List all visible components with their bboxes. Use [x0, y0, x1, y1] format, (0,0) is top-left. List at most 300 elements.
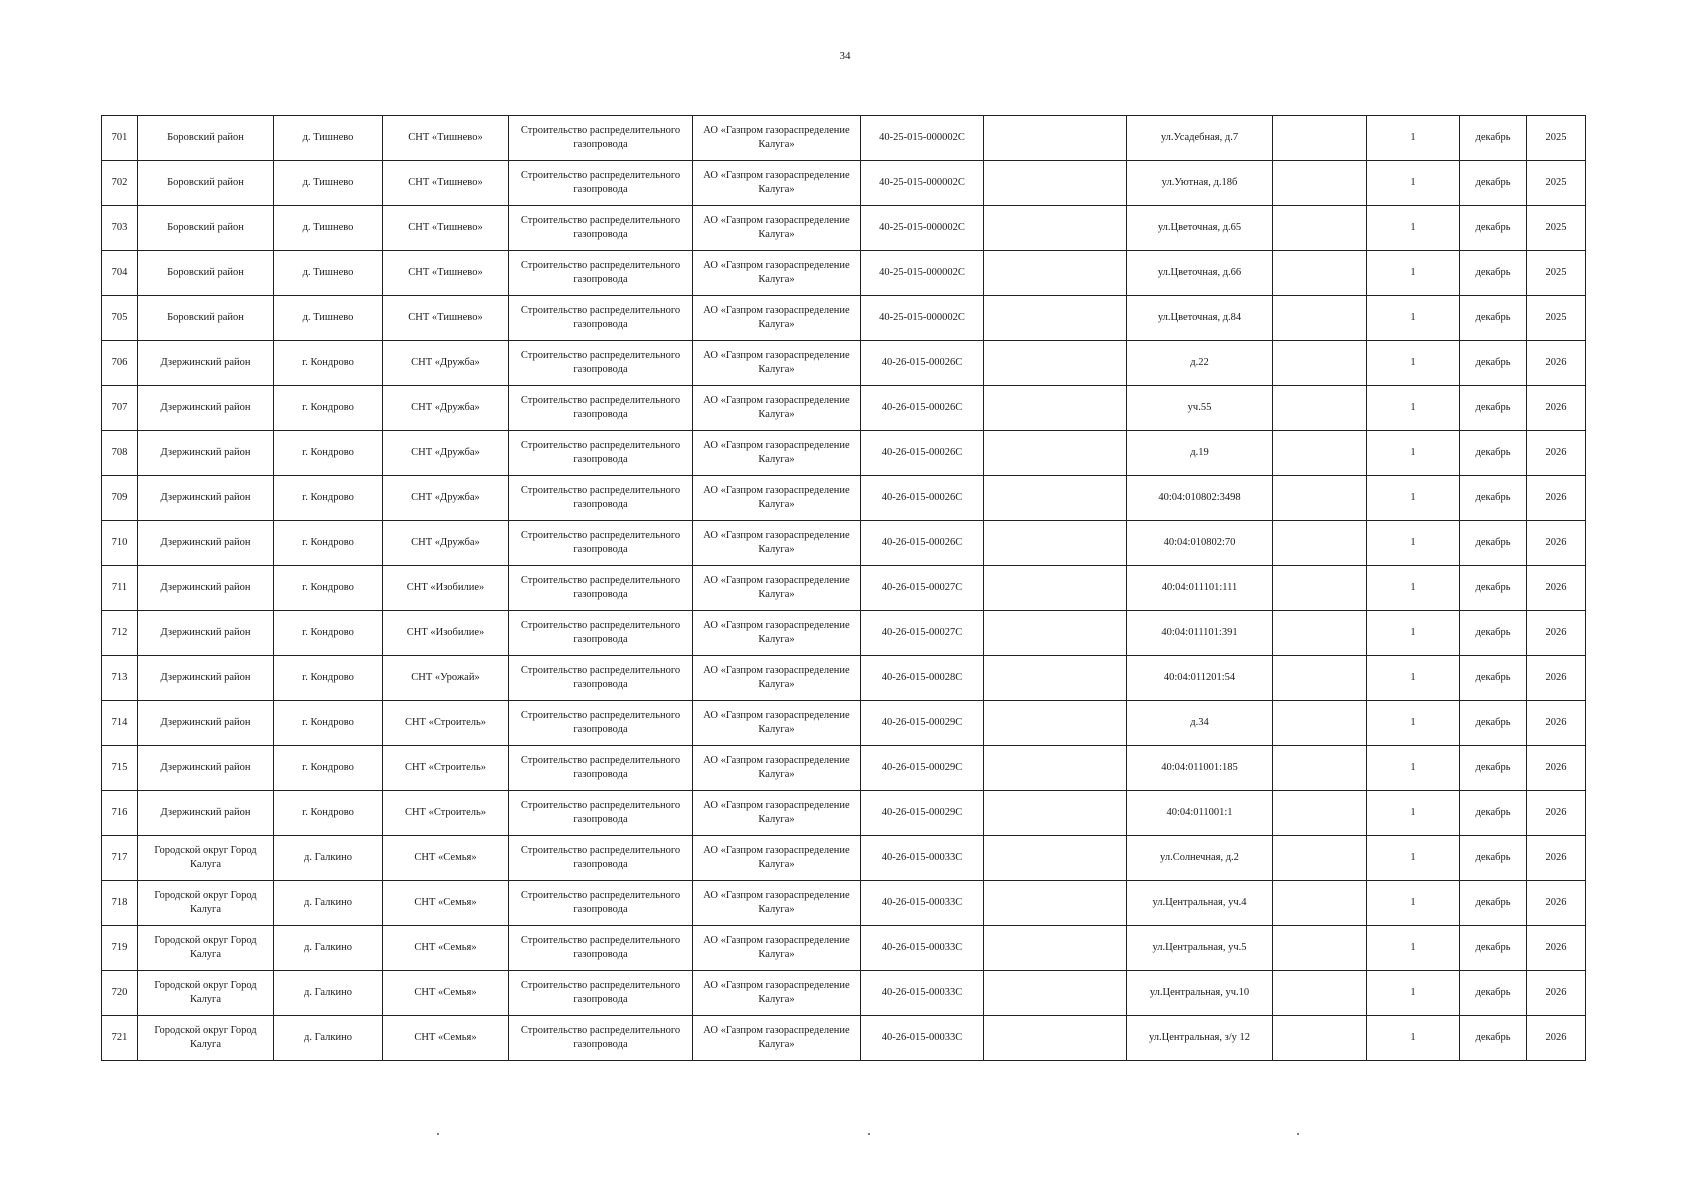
district-cell: Городской округ Город Калуга [138, 1016, 274, 1061]
empty-cell [1273, 881, 1367, 926]
locality-cell: г. Кондрово [274, 341, 383, 386]
month-cell: декабрь [1460, 431, 1527, 476]
organization-cell: АО «Газпром газораспределение Калуга» [693, 206, 861, 251]
row-number-cell: 720 [102, 971, 138, 1016]
scan-mark-center [868, 1133, 870, 1135]
snt-cell: СНТ «Изобилие» [383, 611, 509, 656]
empty-cell [984, 116, 1127, 161]
empty-cell [984, 566, 1127, 611]
year-cell: 2025 [1527, 206, 1586, 251]
program-code-cell: 40-26-015-00026С [861, 386, 984, 431]
year-cell: 2026 [1527, 926, 1586, 971]
work-type-cell: Строительство распределительного газопровода [509, 881, 693, 926]
snt-cell: СНТ «Тишнево» [383, 116, 509, 161]
district-cell: Дзержинский район [138, 386, 274, 431]
year-cell: 2026 [1527, 386, 1586, 431]
empty-cell [1273, 836, 1367, 881]
work-type-cell: Строительство распределительного газопровода [509, 476, 693, 521]
program-code-cell: 40-26-015-00029С [861, 791, 984, 836]
locality-cell: г. Кондрово [274, 701, 383, 746]
address-cell: 40:04:010802:3498 [1127, 476, 1273, 521]
work-type-cell: Строительство распределительного газопровода [509, 656, 693, 701]
locality-cell: г. Кондрово [274, 791, 383, 836]
snt-cell: СНТ «Тишнево» [383, 206, 509, 251]
row-number-cell: 717 [102, 836, 138, 881]
quantity-cell: 1 [1367, 206, 1460, 251]
quantity-cell: 1 [1367, 836, 1460, 881]
locality-cell: д. Галкино [274, 971, 383, 1016]
row-number-cell: 703 [102, 206, 138, 251]
locality-cell: г. Кондрово [274, 656, 383, 701]
row-number-cell: 710 [102, 521, 138, 566]
organization-cell: АО «Газпром газораспределение Калуга» [693, 251, 861, 296]
empty-cell [984, 386, 1127, 431]
program-code-cell: 40-26-015-00026С [861, 476, 984, 521]
snt-cell: СНТ «Тишнево» [383, 296, 509, 341]
program-code-cell: 40-26-015-00033С [861, 881, 984, 926]
work-type-cell: Строительство распределительного газопровода [509, 611, 693, 656]
registry-table-body [102, 116, 1586, 1061]
organization-cell: АО «Газпром газораспределение Калуга» [693, 746, 861, 791]
empty-cell [984, 656, 1127, 701]
year-cell: 2026 [1527, 1016, 1586, 1061]
row-number-cell: 705 [102, 296, 138, 341]
locality-cell: г. Кондрово [274, 611, 383, 656]
quantity-cell: 1 [1367, 521, 1460, 566]
table-row [102, 206, 1586, 251]
district-cell: Городской округ Город Калуга [138, 881, 274, 926]
month-cell: декабрь [1460, 836, 1527, 881]
address-cell: д.22 [1127, 341, 1273, 386]
empty-cell [984, 926, 1127, 971]
address-cell: ул.Центральная, з/у 12 [1127, 1016, 1273, 1061]
table-row [102, 926, 1586, 971]
row-number-cell: 702 [102, 161, 138, 206]
locality-cell: д. Тишнево [274, 161, 383, 206]
table-row [102, 971, 1586, 1016]
table-row [102, 611, 1586, 656]
table-row [102, 656, 1586, 701]
work-type-cell: Строительство распределительного газопровода [509, 116, 693, 161]
empty-cell [984, 296, 1127, 341]
snt-cell: СНТ «Изобилие» [383, 566, 509, 611]
address-cell: уч.55 [1127, 386, 1273, 431]
row-number-cell: 704 [102, 251, 138, 296]
district-cell: Городской округ Город Калуга [138, 926, 274, 971]
organization-cell: АО «Газпром газораспределение Калуга» [693, 791, 861, 836]
empty-cell [1273, 341, 1367, 386]
locality-cell: д. Галкино [274, 881, 383, 926]
district-cell: Дзержинский район [138, 476, 274, 521]
program-code-cell: 40-26-015-00033С [861, 971, 984, 1016]
work-type-cell: Строительство распределительного газопровода [509, 746, 693, 791]
program-code-cell: 40-25-015-000002С [861, 206, 984, 251]
address-cell: 40:04:011001:185 [1127, 746, 1273, 791]
empty-cell [984, 341, 1127, 386]
empty-cell [984, 476, 1127, 521]
month-cell: декабрь [1460, 701, 1527, 746]
empty-cell [984, 611, 1127, 656]
address-cell: ул.Солнечная, д.2 [1127, 836, 1273, 881]
district-cell: Боровский район [138, 161, 274, 206]
program-code-cell: 40-26-015-00028С [861, 656, 984, 701]
row-number-cell: 716 [102, 791, 138, 836]
year-cell: 2026 [1527, 656, 1586, 701]
work-type-cell: Строительство распределительного газопровода [509, 341, 693, 386]
work-type-cell: Строительство распределительного газопровода [509, 971, 693, 1016]
locality-cell: д. Тишнево [274, 251, 383, 296]
snt-cell: СНТ «Семья» [383, 881, 509, 926]
empty-cell [1273, 386, 1367, 431]
table-row [102, 296, 1586, 341]
quantity-cell: 1 [1367, 881, 1460, 926]
organization-cell: АО «Газпром газораспределение Калуга» [693, 431, 861, 476]
program-code-cell: 40-26-015-00026С [861, 341, 984, 386]
district-cell: Боровский район [138, 116, 274, 161]
row-number-cell: 706 [102, 341, 138, 386]
snt-cell: СНТ «Дружба» [383, 431, 509, 476]
district-cell: Боровский район [138, 296, 274, 341]
work-type-cell: Строительство распределительного газопровода [509, 161, 693, 206]
locality-cell: г. Кондрово [274, 386, 383, 431]
address-cell: 40:04:011101:111 [1127, 566, 1273, 611]
empty-cell [1273, 971, 1367, 1016]
district-cell: Дзержинский район [138, 701, 274, 746]
row-number-cell: 709 [102, 476, 138, 521]
row-number-cell: 721 [102, 1016, 138, 1061]
empty-cell [984, 161, 1127, 206]
address-cell: ул.Усадебная, д.7 [1127, 116, 1273, 161]
scan-mark-right [1297, 1133, 1299, 1135]
year-cell: 2026 [1527, 746, 1586, 791]
snt-cell: СНТ «Тишнево» [383, 251, 509, 296]
table-row [102, 1016, 1586, 1061]
table-row [102, 341, 1586, 386]
month-cell: декабрь [1460, 521, 1527, 566]
row-number-cell: 708 [102, 431, 138, 476]
organization-cell: АО «Газпром газораспределение Калуга» [693, 476, 861, 521]
locality-cell: г. Кондрово [274, 566, 383, 611]
work-type-cell: Строительство распределительного газопровода [509, 521, 693, 566]
year-cell: 2025 [1527, 161, 1586, 206]
work-type-cell: Строительство распределительного газопровода [509, 206, 693, 251]
empty-cell [984, 206, 1127, 251]
organization-cell: АО «Газпром газораспределение Калуга» [693, 926, 861, 971]
work-type-cell: Строительство распределительного газопровода [509, 386, 693, 431]
address-cell: ул.Центральная, уч.10 [1127, 971, 1273, 1016]
month-cell: декабрь [1460, 926, 1527, 971]
snt-cell: СНТ «Дружба» [383, 386, 509, 431]
row-number-cell: 712 [102, 611, 138, 656]
empty-cell [1273, 746, 1367, 791]
table-row [102, 116, 1586, 161]
empty-cell [984, 746, 1127, 791]
program-code-cell: 40-26-015-00026С [861, 521, 984, 566]
organization-cell: АО «Газпром газораспределение Калуга» [693, 296, 861, 341]
empty-cell [1273, 431, 1367, 476]
year-cell: 2025 [1527, 116, 1586, 161]
empty-cell [1273, 116, 1367, 161]
program-code-cell: 40-25-015-000002С [861, 116, 984, 161]
empty-cell [984, 791, 1127, 836]
table-row [102, 746, 1586, 791]
empty-cell [1273, 611, 1367, 656]
empty-cell [984, 1016, 1127, 1061]
quantity-cell: 1 [1367, 746, 1460, 791]
organization-cell: АО «Газпром газораспределение Калуга» [693, 566, 861, 611]
table-row [102, 836, 1586, 881]
empty-cell [1273, 251, 1367, 296]
address-cell: ул.Цветочная, д.66 [1127, 251, 1273, 296]
quantity-cell: 1 [1367, 341, 1460, 386]
work-type-cell: Строительство распределительного газопровода [509, 791, 693, 836]
empty-cell [1273, 296, 1367, 341]
locality-cell: г. Кондрово [274, 746, 383, 791]
empty-cell [1273, 476, 1367, 521]
year-cell: 2026 [1527, 521, 1586, 566]
table-row [102, 476, 1586, 521]
organization-cell: АО «Газпром газораспределение Калуга» [693, 116, 861, 161]
year-cell: 2026 [1527, 701, 1586, 746]
program-code-cell: 40-25-015-000002С [861, 251, 984, 296]
table-row [102, 386, 1586, 431]
snt-cell: СНТ «Семья» [383, 971, 509, 1016]
organization-cell: АО «Газпром газораспределение Калуга» [693, 971, 861, 1016]
address-cell: д.34 [1127, 701, 1273, 746]
table-row [102, 566, 1586, 611]
snt-cell: СНТ «Строитель» [383, 791, 509, 836]
snt-cell: СНТ «Дружба» [383, 476, 509, 521]
table-row [102, 881, 1586, 926]
district-cell: Дзержинский район [138, 656, 274, 701]
address-cell: ул.Центральная, уч.5 [1127, 926, 1273, 971]
locality-cell: г. Кондрово [274, 521, 383, 566]
snt-cell: СНТ «Семья» [383, 836, 509, 881]
district-cell: Дзержинский район [138, 431, 274, 476]
quantity-cell: 1 [1367, 1016, 1460, 1061]
empty-cell [1273, 701, 1367, 746]
snt-cell: СНТ «Дружба» [383, 341, 509, 386]
table-row [102, 251, 1586, 296]
year-cell: 2026 [1527, 431, 1586, 476]
address-cell: 40:04:010802:70 [1127, 521, 1273, 566]
scan-mark-left [437, 1133, 439, 1135]
address-cell: ул.Цветочная, д.65 [1127, 206, 1273, 251]
empty-cell [984, 836, 1127, 881]
row-number-cell: 701 [102, 116, 138, 161]
table-row [102, 701, 1586, 746]
empty-cell [1273, 566, 1367, 611]
quantity-cell: 1 [1367, 476, 1460, 521]
year-cell: 2026 [1527, 611, 1586, 656]
district-cell: Городской округ Город Калуга [138, 971, 274, 1016]
empty-cell [1273, 926, 1367, 971]
snt-cell: СНТ «Строитель» [383, 746, 509, 791]
program-code-cell: 40-25-015-000002С [861, 296, 984, 341]
year-cell: 2026 [1527, 566, 1586, 611]
quantity-cell: 1 [1367, 116, 1460, 161]
organization-cell: АО «Газпром газораспределение Калуга» [693, 836, 861, 881]
month-cell: декабрь [1460, 656, 1527, 701]
table-row [102, 521, 1586, 566]
snt-cell: СНТ «Строитель» [383, 701, 509, 746]
month-cell: декабрь [1460, 116, 1527, 161]
row-number-cell: 711 [102, 566, 138, 611]
month-cell: декабрь [1460, 566, 1527, 611]
district-cell: Дзержинский район [138, 746, 274, 791]
address-cell: ул.Центральная, уч.4 [1127, 881, 1273, 926]
month-cell: декабрь [1460, 971, 1527, 1016]
locality-cell: г. Кондрово [274, 476, 383, 521]
work-type-cell: Строительство распределительного газопровода [509, 566, 693, 611]
quantity-cell: 1 [1367, 431, 1460, 476]
empty-cell [1273, 206, 1367, 251]
snt-cell: СНТ «Урожай» [383, 656, 509, 701]
table-row [102, 791, 1586, 836]
empty-cell [1273, 521, 1367, 566]
year-cell: 2025 [1527, 296, 1586, 341]
quantity-cell: 1 [1367, 656, 1460, 701]
month-cell: декабрь [1460, 341, 1527, 386]
program-code-cell: 40-26-015-00033С [861, 1016, 984, 1061]
empty-cell [984, 971, 1127, 1016]
organization-cell: АО «Газпром газораспределение Калуга» [693, 521, 861, 566]
year-cell: 2026 [1527, 791, 1586, 836]
row-number-cell: 713 [102, 656, 138, 701]
district-cell: Дзержинский район [138, 521, 274, 566]
organization-cell: АО «Газпром газораспределение Калуга» [693, 881, 861, 926]
month-cell: декабрь [1460, 206, 1527, 251]
address-cell: ул.Цветочная, д.84 [1127, 296, 1273, 341]
row-number-cell: 715 [102, 746, 138, 791]
month-cell: декабрь [1460, 386, 1527, 431]
page-number: 34 [839, 50, 851, 62]
month-cell: декабрь [1460, 611, 1527, 656]
program-code-cell: 40-26-015-00033С [861, 836, 984, 881]
work-type-cell: Строительство распределительного газопровода [509, 251, 693, 296]
quantity-cell: 1 [1367, 251, 1460, 296]
locality-cell: д. Галкино [274, 1016, 383, 1061]
locality-cell: г. Кондрово [274, 431, 383, 476]
empty-cell [1273, 791, 1367, 836]
empty-cell [1273, 161, 1367, 206]
month-cell: декабрь [1460, 161, 1527, 206]
year-cell: 2026 [1527, 971, 1586, 1016]
address-cell: ул.Уютная, д.18б [1127, 161, 1273, 206]
locality-cell: д. Галкино [274, 926, 383, 971]
organization-cell: АО «Газпром газораспределение Калуга» [693, 341, 861, 386]
row-number-cell: 714 [102, 701, 138, 746]
empty-cell [1273, 1016, 1367, 1061]
month-cell: декабрь [1460, 1016, 1527, 1061]
year-cell: 2025 [1527, 251, 1586, 296]
month-cell: декабрь [1460, 251, 1527, 296]
month-cell: декабрь [1460, 746, 1527, 791]
program-code-cell: 40-26-015-00026С [861, 431, 984, 476]
address-cell: 40:04:011001:1 [1127, 791, 1273, 836]
quantity-cell: 1 [1367, 791, 1460, 836]
organization-cell: АО «Газпром газораспределение Калуга» [693, 386, 861, 431]
empty-cell [984, 881, 1127, 926]
program-code-cell: 40-26-015-00029С [861, 701, 984, 746]
district-cell: Городской округ Город Калуга [138, 836, 274, 881]
month-cell: декабрь [1460, 476, 1527, 521]
address-cell: 40:04:011201:54 [1127, 656, 1273, 701]
address-cell: д.19 [1127, 431, 1273, 476]
district-cell: Боровский район [138, 251, 274, 296]
month-cell: декабрь [1460, 881, 1527, 926]
table-row [102, 431, 1586, 476]
district-cell: Боровский район [138, 206, 274, 251]
row-number-cell: 718 [102, 881, 138, 926]
month-cell: декабрь [1460, 791, 1527, 836]
quantity-cell: 1 [1367, 566, 1460, 611]
program-code-cell: 40-26-015-00033С [861, 926, 984, 971]
organization-cell: АО «Газпром газораспределение Калуга» [693, 701, 861, 746]
address-cell: 40:04:011101:391 [1127, 611, 1273, 656]
district-cell: Дзержинский район [138, 611, 274, 656]
empty-cell [1273, 656, 1367, 701]
locality-cell: д. Галкино [274, 836, 383, 881]
program-code-cell: 40-26-015-00027С [861, 611, 984, 656]
work-type-cell: Строительство распределительного газопровода [509, 296, 693, 341]
quantity-cell: 1 [1367, 296, 1460, 341]
year-cell: 2026 [1527, 836, 1586, 881]
locality-cell: д. Тишнево [274, 116, 383, 161]
program-code-cell: 40-25-015-000002С [861, 161, 984, 206]
organization-cell: АО «Газпром газораспределение Калуга» [693, 1016, 861, 1061]
program-code-cell: 40-26-015-00029С [861, 746, 984, 791]
work-type-cell: Строительство распределительного газопровода [509, 1016, 693, 1061]
work-type-cell: Строительство распределительного газопровода [509, 701, 693, 746]
district-cell: Дзержинский район [138, 566, 274, 611]
quantity-cell: 1 [1367, 701, 1460, 746]
quantity-cell: 1 [1367, 161, 1460, 206]
work-type-cell: Строительство распределительного газопровода [509, 926, 693, 971]
snt-cell: СНТ «Семья» [383, 926, 509, 971]
snt-cell: СНТ «Дружба» [383, 521, 509, 566]
district-cell: Дзержинский район [138, 791, 274, 836]
month-cell: декабрь [1460, 296, 1527, 341]
locality-cell: д. Тишнево [274, 296, 383, 341]
row-number-cell: 707 [102, 386, 138, 431]
year-cell: 2026 [1527, 341, 1586, 386]
empty-cell [984, 431, 1127, 476]
quantity-cell: 1 [1367, 926, 1460, 971]
year-cell: 2026 [1527, 476, 1586, 521]
snt-cell: СНТ «Семья» [383, 1016, 509, 1061]
district-cell: Дзержинский район [138, 341, 274, 386]
table-row [102, 161, 1586, 206]
work-type-cell: Строительство распределительного газопровода [509, 836, 693, 881]
organization-cell: АО «Газпром газораспределение Калуга» [693, 656, 861, 701]
organization-cell: АО «Газпром газораспределение Калуга» [693, 611, 861, 656]
quantity-cell: 1 [1367, 971, 1460, 1016]
quantity-cell: 1 [1367, 386, 1460, 431]
snt-cell: СНТ «Тишнево» [383, 161, 509, 206]
year-cell: 2026 [1527, 881, 1586, 926]
locality-cell: д. Тишнево [274, 206, 383, 251]
empty-cell [984, 251, 1127, 296]
empty-cell [984, 521, 1127, 566]
registry-table [101, 115, 1586, 1061]
organization-cell: АО «Газпром газораспределение Калуга» [693, 161, 861, 206]
empty-cell [984, 701, 1127, 746]
program-code-cell: 40-26-015-00027С [861, 566, 984, 611]
quantity-cell: 1 [1367, 611, 1460, 656]
work-type-cell: Строительство распределительного газопровода [509, 431, 693, 476]
row-number-cell: 719 [102, 926, 138, 971]
